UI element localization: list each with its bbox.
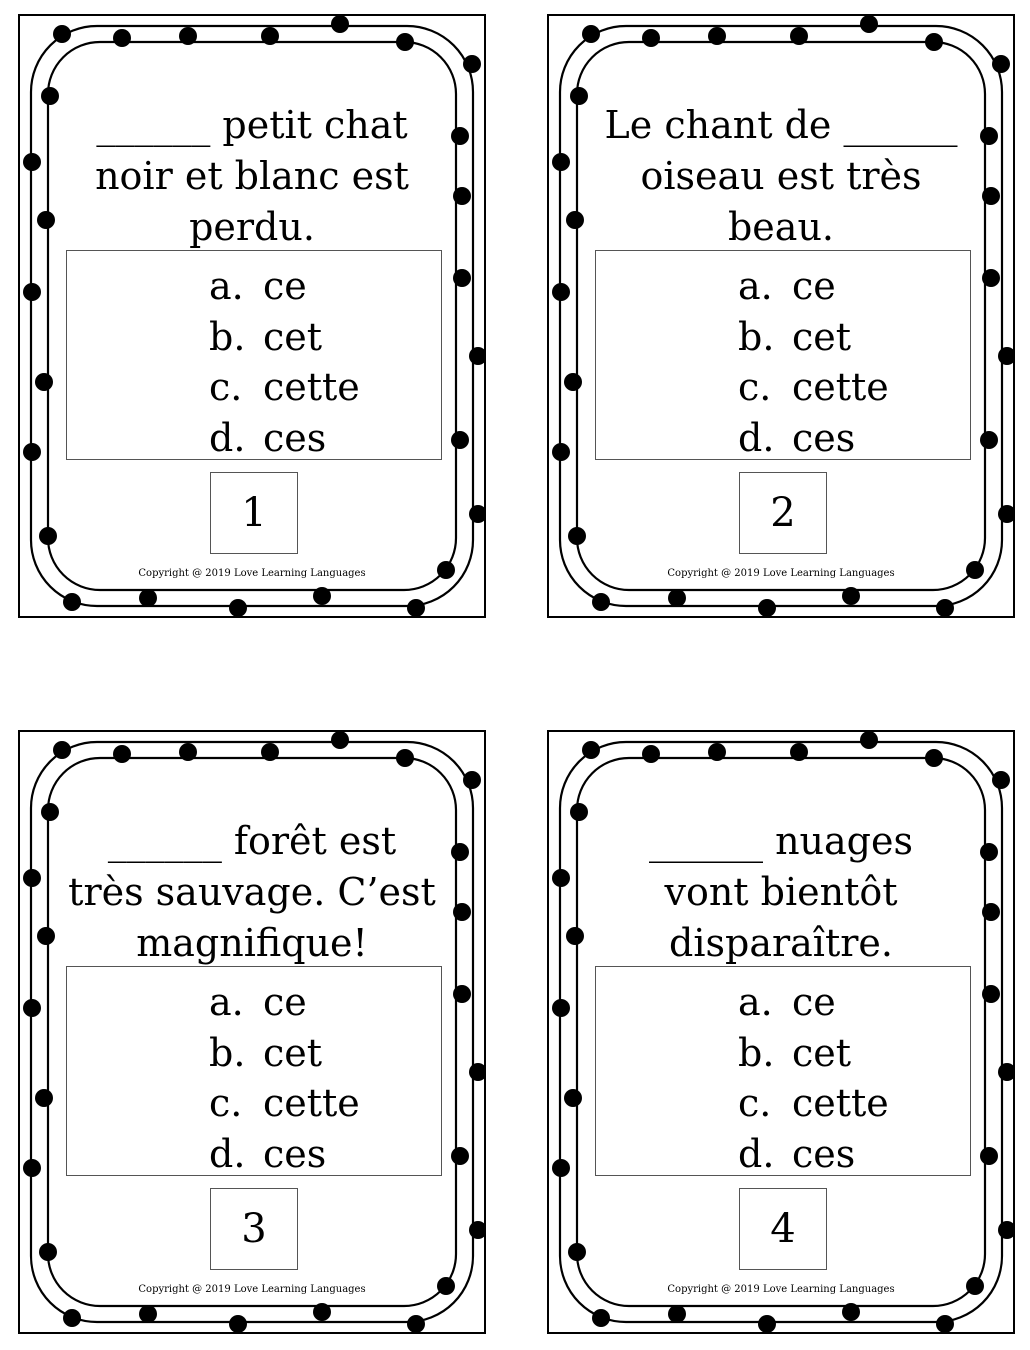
polka-dot	[980, 431, 998, 449]
polka-dot	[63, 593, 81, 611]
polka-dot	[570, 87, 588, 105]
polka-dot	[139, 589, 157, 607]
copyright-text: Copyright @ 2019 Love Learning Languages	[667, 1284, 895, 1295]
copyright-text: Copyright @ 2019 Love Learning Languages	[138, 1284, 366, 1295]
choice-letter: d.	[209, 1131, 246, 1176]
polka-dot	[23, 283, 41, 301]
choice-a	[738, 977, 889, 1028]
choice-c	[209, 1078, 360, 1129]
polka-dot	[451, 1147, 469, 1165]
card-number: 3	[210, 1188, 298, 1270]
choices-box	[66, 966, 442, 1176]
polka-dot	[582, 25, 600, 43]
polka-dot	[982, 187, 1000, 205]
choice-word: cette	[792, 1081, 889, 1125]
polka-dot	[463, 771, 481, 789]
task-card-2	[547, 14, 1015, 618]
choice-b	[209, 312, 360, 363]
polka-dot	[453, 187, 471, 205]
polka-dot	[790, 27, 808, 45]
polka-dot	[582, 741, 600, 759]
polka-dot	[592, 1309, 610, 1327]
choice-a	[209, 977, 360, 1028]
polka-dot	[570, 803, 588, 821]
polka-dot	[708, 743, 726, 761]
polka-dot	[998, 347, 1013, 365]
polka-dot	[313, 587, 331, 605]
polka-dot	[566, 927, 584, 945]
polka-dot	[936, 1315, 954, 1332]
choices-box	[595, 250, 971, 460]
polka-dot	[860, 16, 878, 33]
polka-dot	[982, 903, 1000, 921]
polka-dot	[842, 1303, 860, 1321]
choice-letter: d.	[738, 415, 775, 460]
polka-dot	[261, 743, 279, 761]
question-text: ______ forêt est très sauvage. C’est magnifique!	[68, 819, 436, 965]
polka-dot	[39, 1243, 57, 1261]
choice-word: cette	[792, 365, 889, 409]
polka-dot	[980, 843, 998, 861]
choice-word: ces	[263, 1131, 327, 1176]
polka-dot	[229, 1315, 247, 1332]
choice-d	[209, 1129, 360, 1180]
choices-list	[209, 977, 360, 1179]
choice-letter: c.	[738, 365, 772, 409]
polka-dot	[35, 373, 53, 391]
polka-dot	[23, 153, 41, 171]
polka-dot	[37, 211, 55, 229]
choice-letter: d.	[209, 415, 246, 460]
choice-word: ces	[263, 415, 327, 460]
choice-b	[738, 1028, 889, 1079]
polka-dot	[396, 33, 414, 51]
polka-dot	[53, 741, 71, 759]
question-text: ______ nuages vont bientôt disparaître.	[649, 819, 913, 965]
polka-dot	[564, 373, 582, 391]
polka-dot	[451, 127, 469, 145]
polka-dot	[113, 745, 131, 763]
polka-dot	[23, 443, 41, 461]
task-card-3	[18, 730, 486, 1334]
polka-dot	[568, 1243, 586, 1261]
choice-word: ce	[263, 264, 307, 308]
polka-dot	[552, 999, 570, 1017]
choice-letter: d.	[738, 1131, 775, 1176]
polka-dot	[552, 443, 570, 461]
polka-dot	[53, 25, 71, 43]
choice-a	[738, 261, 889, 312]
polka-dot	[451, 431, 469, 449]
choice-word: ces	[792, 415, 856, 460]
task-card-1	[18, 14, 486, 618]
choice-letter: b.	[738, 314, 775, 359]
choice-word: cet	[263, 1030, 323, 1075]
choice-letter: b.	[209, 1030, 246, 1075]
polka-dot	[407, 599, 425, 616]
polka-dot	[668, 589, 686, 607]
choice-word: cette	[263, 365, 360, 409]
choice-c	[209, 362, 360, 413]
polka-dot	[982, 985, 1000, 1003]
polka-dot	[407, 1315, 425, 1332]
polka-dot	[331, 732, 349, 749]
polka-dot	[936, 599, 954, 616]
card-number: 1	[210, 472, 298, 554]
choice-letter: a.	[209, 980, 244, 1024]
polka-dot	[592, 593, 610, 611]
choice-letter: c.	[209, 1081, 243, 1125]
polka-dot	[113, 29, 131, 47]
polka-dot	[998, 505, 1013, 523]
choice-letter: a.	[209, 264, 244, 308]
polka-dot	[41, 803, 59, 821]
choice-a	[209, 261, 360, 312]
polka-dot	[261, 27, 279, 45]
polka-dot	[469, 1221, 484, 1239]
polka-dot	[41, 87, 59, 105]
choice-letter: b.	[209, 314, 246, 359]
polka-dot	[925, 33, 943, 51]
polka-dot	[860, 732, 878, 749]
polka-dot	[463, 55, 481, 73]
polka-dot	[469, 505, 484, 523]
choice-word: cette	[263, 1081, 360, 1125]
polka-dot	[453, 903, 471, 921]
copyright-text: Copyright @ 2019 Love Learning Languages	[138, 568, 366, 579]
question-text: ______ petit chat noir et blanc est perdu.	[95, 103, 409, 249]
polka-dot	[842, 587, 860, 605]
choices-box	[595, 966, 971, 1176]
polka-dot	[552, 1159, 570, 1177]
polka-dot	[992, 771, 1010, 789]
choice-c	[738, 1078, 889, 1129]
polka-dot	[453, 985, 471, 1003]
polka-dot	[980, 1147, 998, 1165]
card-number: 4	[739, 1188, 827, 1270]
polka-dot	[35, 1089, 53, 1107]
choice-word: cet	[792, 1030, 852, 1075]
polka-dot	[313, 1303, 331, 1321]
choice-letter: c.	[738, 1081, 772, 1125]
polka-dot	[708, 27, 726, 45]
choices-list	[738, 977, 889, 1179]
polka-dot	[992, 55, 1010, 73]
choice-letter: c.	[209, 365, 243, 409]
copyright-text: Copyright @ 2019 Love Learning Languages	[667, 568, 895, 579]
choice-word: ce	[263, 980, 307, 1024]
choice-d	[738, 413, 889, 464]
polka-dot	[642, 745, 660, 763]
choice-c	[738, 362, 889, 413]
choice-word: ces	[792, 1131, 856, 1176]
polka-dot	[37, 927, 55, 945]
polka-dot	[998, 1221, 1013, 1239]
polka-dot	[63, 1309, 81, 1327]
polka-dot	[998, 1063, 1013, 1081]
question-text: Le chant de ______ oiseau est très beau.	[604, 103, 958, 249]
polka-dot	[642, 29, 660, 47]
polka-dot	[982, 269, 1000, 287]
polka-dot	[469, 1063, 484, 1081]
polka-dot	[552, 869, 570, 887]
polka-dot	[564, 1089, 582, 1107]
polka-dot	[23, 1159, 41, 1177]
polka-dot	[552, 283, 570, 301]
polka-dot	[139, 1305, 157, 1323]
choice-d	[209, 413, 360, 464]
polka-dot	[179, 743, 197, 761]
polka-dot	[453, 269, 471, 287]
choices-list	[209, 261, 360, 463]
choice-letter: a.	[738, 980, 773, 1024]
polka-dot	[331, 16, 349, 33]
polka-dot	[566, 211, 584, 229]
choice-word: cet	[792, 314, 852, 359]
task-card-4	[547, 730, 1015, 1334]
polka-dot	[668, 1305, 686, 1323]
polka-dot	[552, 153, 570, 171]
polka-dot	[790, 743, 808, 761]
polka-dot	[980, 127, 998, 145]
polka-dot	[469, 347, 484, 365]
polka-dot	[23, 869, 41, 887]
choice-word: cet	[263, 314, 323, 359]
polka-dot	[758, 599, 776, 616]
choice-d	[738, 1129, 889, 1180]
polka-dot	[23, 999, 41, 1017]
choice-b	[209, 1028, 360, 1079]
polka-dot	[451, 843, 469, 861]
choice-b	[738, 312, 889, 363]
choice-word: ce	[792, 980, 836, 1024]
choice-letter: a.	[738, 264, 773, 308]
polka-dot	[925, 749, 943, 767]
choice-letter: b.	[738, 1030, 775, 1075]
choices-list	[738, 261, 889, 463]
polka-dot	[568, 527, 586, 545]
polka-dot	[396, 749, 414, 767]
choices-box	[66, 250, 442, 460]
polka-dot	[229, 599, 247, 616]
card-number: 2	[739, 472, 827, 554]
polka-dot	[758, 1315, 776, 1332]
choice-word: ce	[792, 264, 836, 308]
polka-dot	[179, 27, 197, 45]
polka-dot	[39, 527, 57, 545]
